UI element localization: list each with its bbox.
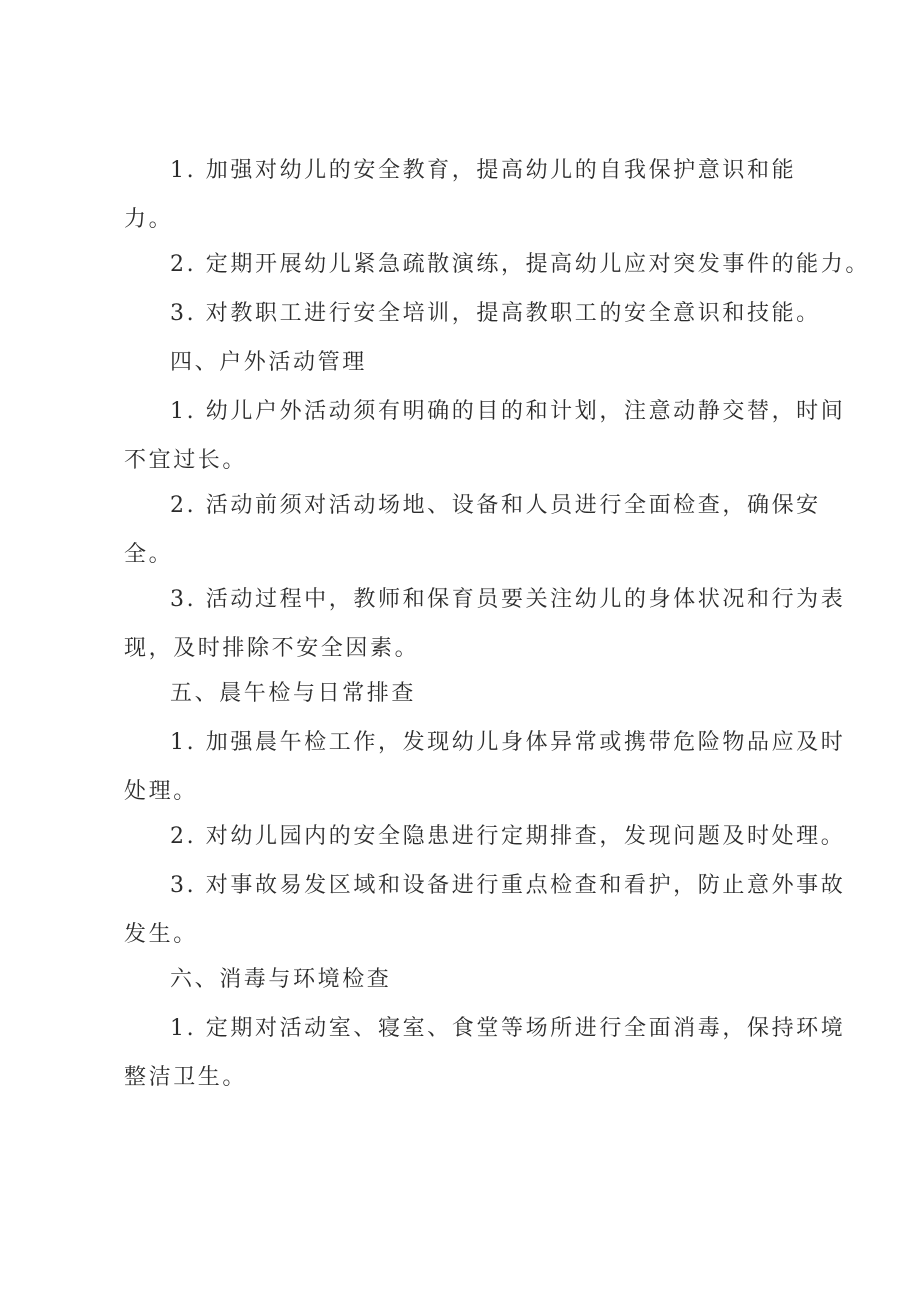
disinfection-item-1-line-1: 1. 定期对活动室、寝室、食堂等场所进行全面消毒，保持环境 (170, 1016, 846, 1041)
outdoor-item-3-line-1: 3. 活动过程中，教师和保育员要关注幼儿的身体状况和行为表 (170, 587, 846, 612)
check-item-3-line-1: 3. 对事故易发区域和设备进行重点检查和看护，防止意外事故 (170, 873, 846, 898)
section-heading-disinfection: 六、消毒与环境检查 (170, 967, 392, 992)
item-1-education-line-1: 1. 加强对幼儿的安全教育，提高幼儿的自我保护意识和能 (170, 158, 797, 183)
item-1-education-line-2: 力。 (124, 207, 174, 232)
check-item-1-line-2: 处理。 (124, 779, 198, 804)
outdoor-item-1-line-1: 1. 幼儿户外活动须有明确的目的和计划，注意动静交替，时间 (170, 399, 846, 424)
document-body (124, 157, 870, 1109)
section-heading-outdoor-activities: 四、户外活动管理 (170, 350, 367, 375)
outdoor-item-2-line-1: 2. 活动前须对活动场地、设备和人员进行全面检查，确保安 (170, 493, 821, 518)
section-heading-morning-check: 五、晨午检与日常排查 (170, 681, 417, 706)
outdoor-item-3-line-2: 现，及时排除不安全因素。 (124, 636, 420, 661)
disinfection-item-1-line-2: 整洁卫生。 (124, 1065, 248, 1090)
item-2-evacuation-drill: 2. 定期开展幼儿紧急疏散演练，提高幼儿应对突发事件的能力。 (170, 252, 870, 277)
outdoor-item-2-line-2: 全。 (124, 542, 174, 567)
item-3-staff-training: 3. 对教职工进行安全培训，提高教职工的安全意识和技能。 (170, 301, 821, 326)
check-item-3-line-2: 发生。 (124, 922, 198, 947)
check-item-2: 2. 对幼儿园内的安全隐患进行定期排查，发现问题及时处理。 (170, 824, 846, 849)
outdoor-item-1-line-2: 不宜过长。 (124, 448, 248, 473)
check-item-1-line-1: 1. 加强晨午检工作，发现幼儿身体异常或携带危险物品应及时 (170, 730, 846, 755)
